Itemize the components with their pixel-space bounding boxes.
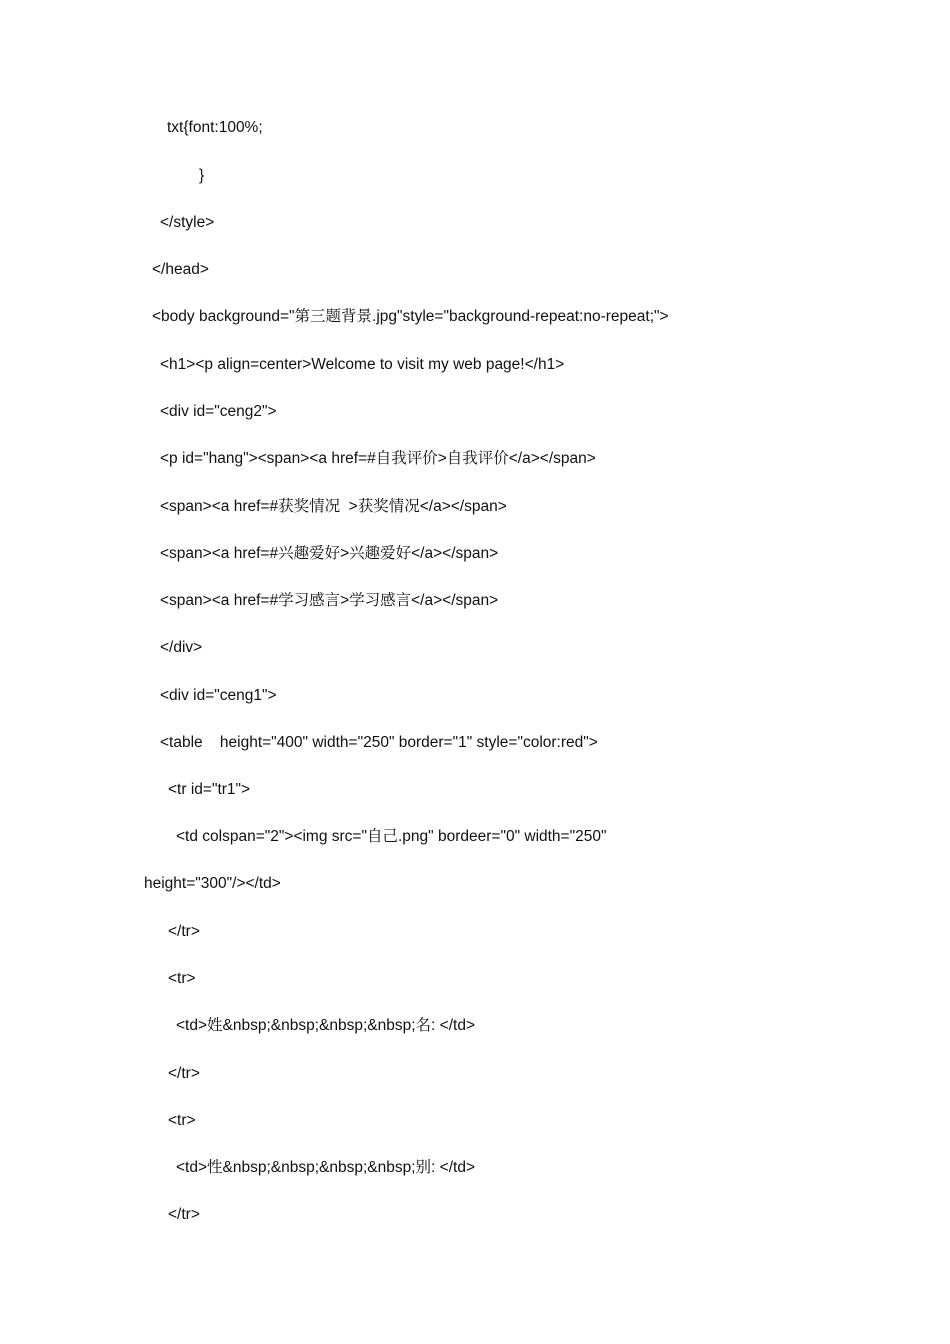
code-line-1: txt{font:100%; (167, 119, 263, 136)
code-line-22: <tr> (168, 1112, 196, 1129)
code-line-5: <body background="第三题背景.jpg"style="background-repeat:no-repeat;"> (152, 308, 669, 325)
code-line-13: <div id="ceng1"> (160, 687, 277, 704)
code-line-7: <div id="ceng2"> (160, 403, 277, 420)
code-line-20: <td>姓&nbsp;&nbsp;&nbsp;&nbsp;名: </td> (176, 1017, 476, 1034)
code-line-24: </tr> (168, 1206, 200, 1223)
code-line-4: </head> (152, 261, 209, 278)
code-line-23: <td>性&nbsp;&nbsp;&nbsp;&nbsp;别: </td> (176, 1159, 476, 1176)
code-line-16: <td colspan="2"><img src="自己.png" bordeer="0" width="250" (176, 828, 607, 845)
code-line-14: <table height="400" width="250" border="1" style="color:red"> (160, 734, 598, 751)
code-line-6: <h1><p align=center>Welcome to visit my web page!</h1> (160, 356, 565, 373)
code-line-21: </tr> (168, 1065, 200, 1082)
code-line-12: </div> (160, 639, 203, 656)
code-line-3: </style> (160, 214, 215, 231)
code-line-8: <p id="hang"><span><a href=#自我评价>自我评价</a></span> (160, 450, 596, 467)
code-line-9: <span><a href=#获奖情况 >获奖情况</a></span> (160, 498, 507, 515)
code-line-15: <tr id="tr1"> (168, 781, 251, 798)
code-line-11: <span><a href=#学习感言>学习感言</a></span> (160, 592, 499, 609)
code-line-18: </tr> (168, 923, 200, 940)
code-line-10: <span><a href=#兴趣爱好>兴趣爱好</a></span> (160, 545, 499, 562)
code-line-19: <tr> (168, 970, 196, 987)
code-line-2: } (199, 167, 205, 184)
code-line-17: height="300"/></td> (144, 875, 281, 892)
